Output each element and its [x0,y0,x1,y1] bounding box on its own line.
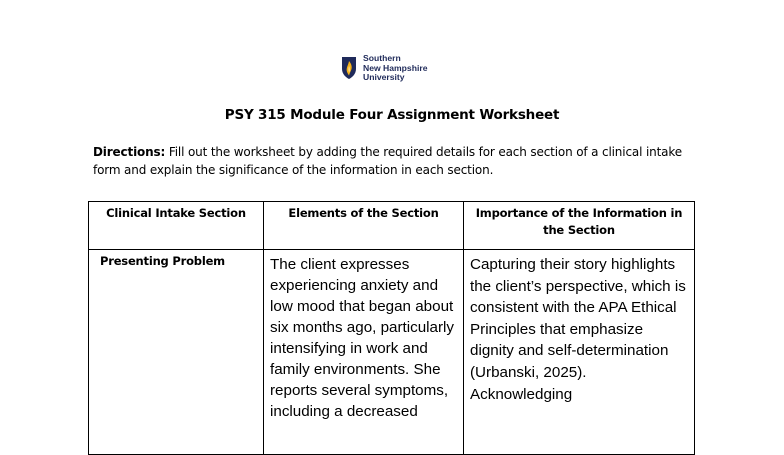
directions-paragraph [93,143,703,179]
header-clinical-intake-section: Clinical Intake Section [89,202,264,250]
importance-cell[interactable]: Capturing their story highlights the client’s perspective, which is consistent with the APA Ethical Principles that emphasize dignity and self-determination (Urbanski, 2025). Acknowledging [464,250,695,455]
logo-wordmark [363,54,427,83]
logo-line-3: University [363,72,405,82]
clinical-intake-table [88,201,695,455]
university-logo [341,54,427,83]
table-header-row [89,202,695,250]
section-name-cell: Presenting Problem [89,250,264,455]
header-elements-of-section: Elements of the Section [264,202,464,250]
logo-line-1: Southern [363,53,401,63]
table-row [89,250,695,455]
worksheet-title: PSY 315 Module Four Assignment Worksheet [224,107,560,123]
shield-flame-icon [341,56,357,80]
elements-cell[interactable]: The client expresses experiencing anxiety and low mood that began about six months ago, particularly intensifying in work and family environments. She reports several symptoms, including a decreased [264,250,464,455]
header-importance-of-information: Importance of the Information in the Section [464,202,695,250]
logo-line-2: New Hampshire [363,62,428,73]
directions-text: Fill out the worksheet by adding the required details for each section of a clinical intake form and explain the significance of the information in each section. [93,145,682,177]
directions-label: Directions: [93,145,166,159]
